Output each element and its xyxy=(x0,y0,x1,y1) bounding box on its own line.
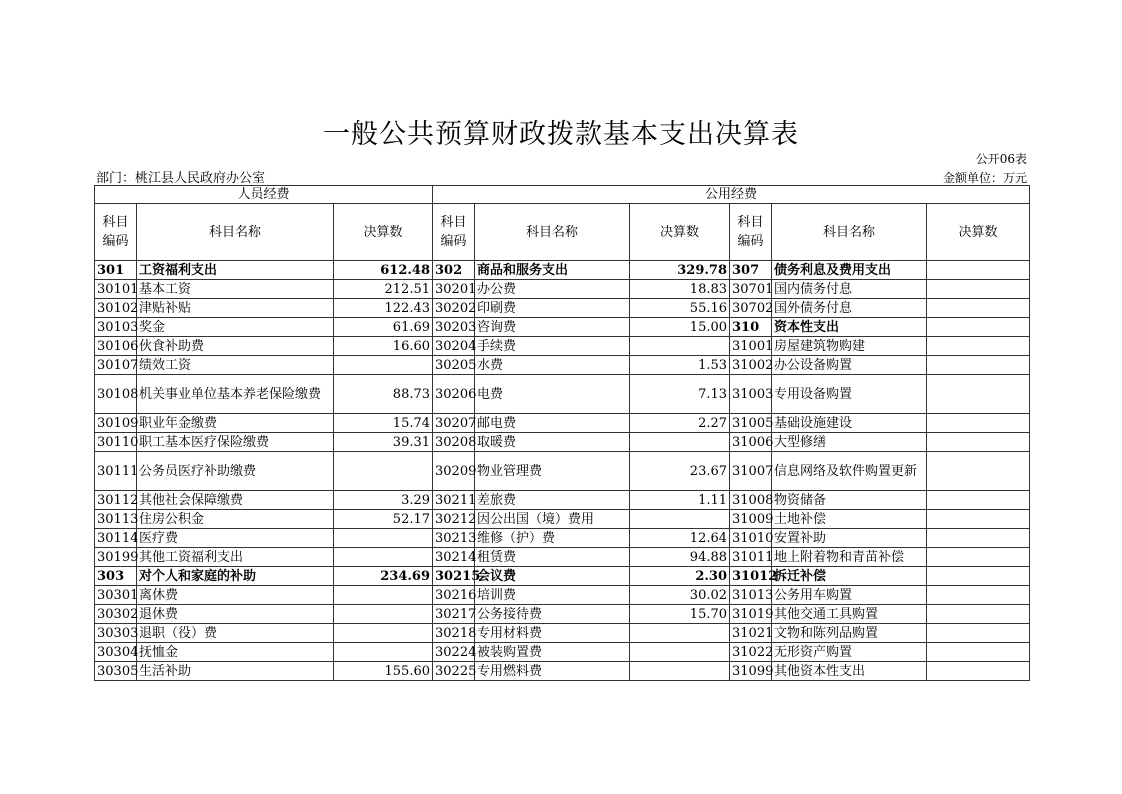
cell-name: 办公费 xyxy=(475,280,630,299)
cell-amount: 15.74 xyxy=(334,414,433,433)
cell-amount: 61.69 xyxy=(334,318,433,337)
cell-code: 30211 xyxy=(433,491,475,510)
cell-name: 生活补助 xyxy=(137,662,334,681)
cell-code: 31019 xyxy=(730,605,772,624)
col-name-header: 科目名称 xyxy=(772,204,927,261)
section-public: 公用经费 xyxy=(433,186,1030,204)
cell-name: 公务用车购置 xyxy=(772,586,927,605)
cell-amount xyxy=(334,356,433,375)
col-amount-header: 决算数 xyxy=(334,204,433,261)
cell-code: 31099 xyxy=(730,662,772,681)
cell-code: 31006 xyxy=(730,433,772,452)
cell-amount xyxy=(334,586,433,605)
cell-code: 30218 xyxy=(433,624,475,643)
cell-code: 30205 xyxy=(433,356,475,375)
cell-amount: 2.27 xyxy=(630,414,730,433)
cell-amount: 1.11 xyxy=(630,491,730,510)
cell-amount xyxy=(927,356,1030,375)
cell-name: 其他社会保障缴费 xyxy=(137,491,334,510)
table-row xyxy=(95,567,1030,586)
cell-name: 机关事业单位基本养老保险缴费 xyxy=(137,375,334,414)
cell-amount xyxy=(927,318,1030,337)
cell-code: 30204 xyxy=(433,337,475,356)
cell-name: 绩效工资 xyxy=(137,356,334,375)
cell-code: 30112 xyxy=(95,491,137,510)
cell-amount xyxy=(927,643,1030,662)
cell-amount xyxy=(927,605,1030,624)
table-row xyxy=(95,529,1030,548)
cell-code: 31013 xyxy=(730,586,772,605)
cell-name: 其他资本性支出 xyxy=(772,662,927,681)
table-row xyxy=(95,318,1030,337)
cell-amount: 1.53 xyxy=(630,356,730,375)
cell-amount xyxy=(927,586,1030,605)
cell-amount: 612.48 xyxy=(334,261,433,280)
col-name-header: 科目名称 xyxy=(137,204,334,261)
cell-name: 公务员医疗补助缴费 xyxy=(137,452,334,491)
cell-code: 31021 xyxy=(730,624,772,643)
cell-code: 30110 xyxy=(95,433,137,452)
cell-amount xyxy=(927,529,1030,548)
cell-name: 会议费 xyxy=(475,567,630,586)
cell-name: 公务接待费 xyxy=(475,605,630,624)
cell-amount: 88.73 xyxy=(334,375,433,414)
cell-amount: 12.64 xyxy=(630,529,730,548)
cell-code: 301 xyxy=(95,261,137,280)
cell-amount: 15.00 xyxy=(630,318,730,337)
cell-amount: 15.70 xyxy=(630,605,730,624)
cell-amount xyxy=(630,624,730,643)
cell-amount xyxy=(630,662,730,681)
cell-name: 咨询费 xyxy=(475,318,630,337)
cell-amount xyxy=(630,337,730,356)
cell-code: 31009 xyxy=(730,510,772,529)
cell-name: 租赁费 xyxy=(475,548,630,567)
cell-name: 电费 xyxy=(475,375,630,414)
cell-code: 31008 xyxy=(730,491,772,510)
cell-amount xyxy=(927,452,1030,491)
cell-amount xyxy=(630,510,730,529)
cell-amount: 16.60 xyxy=(334,337,433,356)
cell-amount xyxy=(927,299,1030,318)
cell-name: 基础设施建设 xyxy=(772,414,927,433)
cell-name: 工资福利支出 xyxy=(137,261,334,280)
cell-amount xyxy=(927,433,1030,452)
cell-name: 培训费 xyxy=(475,586,630,605)
table-row xyxy=(95,643,1030,662)
cell-code: 31007 xyxy=(730,452,772,491)
cell-amount xyxy=(334,605,433,624)
cell-code: 30305 xyxy=(95,662,137,681)
cell-name: 取暖费 xyxy=(475,433,630,452)
department-label: 部门：桃江县人民政府办公室 xyxy=(96,171,266,186)
cell-amount xyxy=(927,414,1030,433)
col-code-header: 科目编码 xyxy=(730,204,772,261)
cell-amount: 234.69 xyxy=(334,567,433,586)
cell-code: 30209 xyxy=(433,452,475,491)
cell-amount xyxy=(927,491,1030,510)
cell-name: 其他工资福利支出 xyxy=(137,548,334,567)
cell-code: 30199 xyxy=(95,548,137,567)
cell-name: 拆迁补偿 xyxy=(772,567,927,586)
expenditure-table xyxy=(94,185,1030,681)
cell-amount xyxy=(927,375,1030,414)
cell-amount xyxy=(927,548,1030,567)
cell-code: 30207 xyxy=(433,414,475,433)
table-row xyxy=(95,337,1030,356)
table-row xyxy=(95,452,1030,491)
cell-name: 专用材料费 xyxy=(475,624,630,643)
table-row xyxy=(95,433,1030,452)
cell-name: 抚恤金 xyxy=(137,643,334,662)
cell-name: 大型修缮 xyxy=(772,433,927,452)
cell-name: 债务利息及费用支出 xyxy=(772,261,927,280)
cell-name: 专用燃料费 xyxy=(475,662,630,681)
cell-amount: 212.51 xyxy=(334,280,433,299)
cell-name: 职工基本医疗保险缴费 xyxy=(137,433,334,452)
col-name-header: 科目名称 xyxy=(475,204,630,261)
section-header-row xyxy=(95,186,1030,204)
cell-name: 土地补偿 xyxy=(772,510,927,529)
cell-code: 30103 xyxy=(95,318,137,337)
cell-amount xyxy=(927,261,1030,280)
cell-name: 无形资产购置 xyxy=(772,643,927,662)
section-personnel: 人员经费 xyxy=(95,186,433,204)
cell-name: 其他交通工具购置 xyxy=(772,605,927,624)
cell-name: 退职（役）费 xyxy=(137,624,334,643)
cell-name: 医疗费 xyxy=(137,529,334,548)
cell-amount xyxy=(927,337,1030,356)
table-row xyxy=(95,586,1030,605)
cell-code: 31011 xyxy=(730,548,772,567)
cell-amount: 2.30 xyxy=(630,567,730,586)
cell-name: 物业管理费 xyxy=(475,452,630,491)
cell-code: 30303 xyxy=(95,624,137,643)
cell-code: 30216 xyxy=(433,586,475,605)
cell-amount: 52.17 xyxy=(334,510,433,529)
cell-amount xyxy=(630,433,730,452)
cell-name: 对个人和家庭的补助 xyxy=(137,567,334,586)
cell-name: 资本性支出 xyxy=(772,318,927,337)
cell-name: 退休费 xyxy=(137,605,334,624)
cell-name: 房屋建筑物购建 xyxy=(772,337,927,356)
cell-code: 30201 xyxy=(433,280,475,299)
col-code-header: 科目编码 xyxy=(95,204,137,261)
cell-code: 30202 xyxy=(433,299,475,318)
cell-code: 30106 xyxy=(95,337,137,356)
cell-code: 30108 xyxy=(95,375,137,414)
cell-code: 31003 xyxy=(730,375,772,414)
cell-amount: 3.29 xyxy=(334,491,433,510)
cell-amount xyxy=(927,567,1030,586)
cell-code: 30109 xyxy=(95,414,137,433)
cell-name: 维修（护）费 xyxy=(475,529,630,548)
cell-amount: 122.43 xyxy=(334,299,433,318)
table-row xyxy=(95,624,1030,643)
page-title: 一般公共预算财政拨款基本支出决算表 xyxy=(323,119,799,150)
cell-name: 国外债务付息 xyxy=(772,299,927,318)
cell-code: 30215 xyxy=(433,567,475,586)
cell-amount: 94.88 xyxy=(630,548,730,567)
cell-name: 奖金 xyxy=(137,318,334,337)
cell-amount: 18.83 xyxy=(630,280,730,299)
cell-name: 商品和服务支出 xyxy=(475,261,630,280)
form-number: 公开06表 xyxy=(975,152,1027,166)
cell-name: 职业年金缴费 xyxy=(137,414,334,433)
table-row xyxy=(95,261,1030,280)
amount-unit-label: 金额单位：万元 xyxy=(942,171,1027,185)
cell-code: 30701 xyxy=(730,280,772,299)
cell-name: 基本工资 xyxy=(137,280,334,299)
cell-code: 310 xyxy=(730,318,772,337)
cell-amount: 23.67 xyxy=(630,452,730,491)
cell-code: 30214 xyxy=(433,548,475,567)
cell-amount: 7.13 xyxy=(630,375,730,414)
cell-code: 31010 xyxy=(730,529,772,548)
cell-name: 印刷费 xyxy=(475,299,630,318)
cell-code: 30225 xyxy=(433,662,475,681)
cell-amount: 155.60 xyxy=(334,662,433,681)
cell-amount xyxy=(334,548,433,567)
cell-code: 31001 xyxy=(730,337,772,356)
cell-amount xyxy=(927,624,1030,643)
cell-name: 物资储备 xyxy=(772,491,927,510)
cell-code: 30702 xyxy=(730,299,772,318)
cell-amount xyxy=(927,280,1030,299)
table-row xyxy=(95,356,1030,375)
table-row xyxy=(95,491,1030,510)
cell-amount xyxy=(334,643,433,662)
cell-code: 30107 xyxy=(95,356,137,375)
column-header-row xyxy=(95,204,1030,261)
cell-code: 31005 xyxy=(730,414,772,433)
table-row xyxy=(95,299,1030,318)
cell-code: 303 xyxy=(95,567,137,586)
col-amount-header: 决算数 xyxy=(927,204,1030,261)
cell-amount: 30.02 xyxy=(630,586,730,605)
cell-name: 安置补助 xyxy=(772,529,927,548)
cell-amount: 55.16 xyxy=(630,299,730,318)
cell-code: 30102 xyxy=(95,299,137,318)
cell-code: 31022 xyxy=(730,643,772,662)
cell-code: 30206 xyxy=(433,375,475,414)
table-row xyxy=(95,280,1030,299)
table-row xyxy=(95,414,1030,433)
cell-code: 31002 xyxy=(730,356,772,375)
table-row xyxy=(95,375,1030,414)
cell-amount xyxy=(334,452,433,491)
cell-code: 30213 xyxy=(433,529,475,548)
cell-name: 因公出国（境）费用 xyxy=(475,510,630,529)
cell-code: 30304 xyxy=(95,643,137,662)
table-row xyxy=(95,605,1030,624)
cell-amount xyxy=(334,624,433,643)
col-amount-header: 决算数 xyxy=(630,204,730,261)
cell-code: 30114 xyxy=(95,529,137,548)
cell-code: 30111 xyxy=(95,452,137,491)
cell-amount: 39.31 xyxy=(334,433,433,452)
cell-code: 30212 xyxy=(433,510,475,529)
cell-name: 手续费 xyxy=(475,337,630,356)
cell-code: 30101 xyxy=(95,280,137,299)
cell-name: 国内债务付息 xyxy=(772,280,927,299)
cell-name: 办公设备购置 xyxy=(772,356,927,375)
cell-code: 307 xyxy=(730,261,772,280)
table-row xyxy=(95,548,1030,567)
cell-code: 30113 xyxy=(95,510,137,529)
cell-amount xyxy=(334,529,433,548)
cell-name: 差旅费 xyxy=(475,491,630,510)
cell-code: 30224 xyxy=(433,643,475,662)
cell-name: 邮电费 xyxy=(475,414,630,433)
cell-name: 地上附着物和青苗补偿 xyxy=(772,548,927,567)
cell-amount xyxy=(927,662,1030,681)
cell-code: 30302 xyxy=(95,605,137,624)
cell-name: 离休费 xyxy=(137,586,334,605)
table-row xyxy=(95,510,1030,529)
cell-name: 文物和陈列品购置 xyxy=(772,624,927,643)
cell-amount xyxy=(630,643,730,662)
col-code-header: 科目编码 xyxy=(433,204,475,261)
cell-code: 31012 xyxy=(730,567,772,586)
cell-name: 信息网络及软件购置更新 xyxy=(772,452,927,491)
cell-amount xyxy=(927,510,1030,529)
cell-code: 30208 xyxy=(433,433,475,452)
cell-amount: 329.78 xyxy=(630,261,730,280)
cell-name: 被装购置费 xyxy=(475,643,630,662)
table-row xyxy=(95,662,1030,681)
cell-name: 津贴补贴 xyxy=(137,299,334,318)
cell-code: 30217 xyxy=(433,605,475,624)
cell-name: 住房公积金 xyxy=(137,510,334,529)
cell-code: 30301 xyxy=(95,586,137,605)
cell-code: 30203 xyxy=(433,318,475,337)
cell-name: 水费 xyxy=(475,356,630,375)
cell-code: 302 xyxy=(433,261,475,280)
cell-name: 伙食补助费 xyxy=(137,337,334,356)
cell-name: 专用设备购置 xyxy=(772,375,927,414)
